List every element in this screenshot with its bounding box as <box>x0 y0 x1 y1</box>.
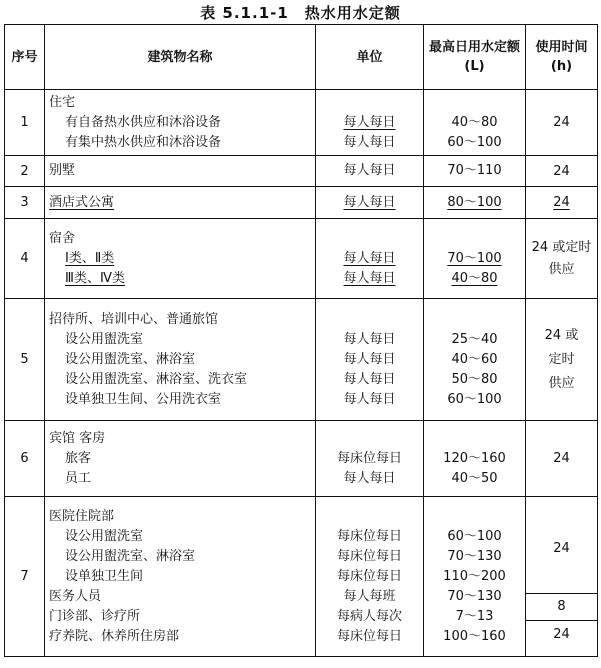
row-unit <box>316 187 424 219</box>
row-item-quota: 60～100 <box>447 391 502 407</box>
row-name <box>45 90 316 156</box>
row-item-unit: 每床位每日 <box>336 628 402 644</box>
row-heading: 住宅 <box>49 94 76 110</box>
row-item-name: 别墅 <box>49 163 76 178</box>
header-name: 建筑物名称 <box>45 25 316 90</box>
table-row <box>5 219 598 299</box>
row-item-quota: 40～60 <box>451 351 498 367</box>
row-item-unit: 每床位每日 <box>336 568 402 584</box>
table-row <box>5 156 598 187</box>
row-item-name: 设公用盥洗室 <box>65 331 144 347</box>
row-item-name: 医务人员 <box>49 588 102 604</box>
row-name <box>45 497 316 657</box>
row-time: 24 或定时供应 <box>526 219 598 299</box>
row-time: 24 <box>526 90 598 156</box>
row-time: 24 <box>526 421 598 497</box>
row-item-name: 设公用盥洗室、淋浴室 <box>65 351 196 367</box>
row-item-unit: 每人每日 <box>343 371 396 387</box>
row-item-unit: 每人每日 <box>343 194 396 210</box>
row-item-name: 酒店式公寓 <box>49 194 115 210</box>
row-quota <box>424 156 526 187</box>
row-item-name: 设公用盥洗室、淋浴室、洗衣室 <box>65 371 248 387</box>
row-unit <box>316 497 424 657</box>
table-row <box>5 421 598 497</box>
header-quota: 最高日用水定额(L) <box>424 25 526 90</box>
row-seq: 5 <box>5 299 45 421</box>
row-item-name: 员工 <box>65 470 92 486</box>
table-row <box>5 90 598 156</box>
row-unit <box>316 421 424 497</box>
row-item-quota: 7～13 <box>455 608 494 624</box>
row-item-name: 设单独卫生间 <box>65 568 144 584</box>
row-item-quota: 70～100 <box>447 250 502 266</box>
row-time-b: 8 <box>526 593 597 620</box>
row-item-unit: 每人每日 <box>343 391 396 407</box>
row-item-unit: 每病人每次 <box>336 608 402 624</box>
row-item-name: Ⅲ类、Ⅳ类 <box>65 270 125 286</box>
row-quota <box>424 421 526 497</box>
row-item-name: 设单独卫生间、公用洗衣室 <box>65 391 222 407</box>
row-heading: 医院住院部 <box>49 508 115 524</box>
row-item-unit: 每人每日 <box>343 134 396 150</box>
row-quota <box>424 299 526 421</box>
row-seq: 6 <box>5 421 45 497</box>
row-item-unit: 每人每日 <box>343 114 396 130</box>
row-item-name: 有自备热水供应和沐浴设备 <box>65 114 222 130</box>
row-quota <box>424 90 526 156</box>
header-seq: 序号 <box>5 25 45 90</box>
row-item-name: 设公用盥洗室 <box>65 528 144 544</box>
row-name <box>45 421 316 497</box>
row-item-name: 有集中热水供应和沐浴设备 <box>65 134 222 150</box>
table-row <box>5 299 598 421</box>
row-item-unit: 每人每日 <box>343 470 396 486</box>
row-item-name: 旅客 <box>65 450 92 466</box>
row-quota <box>424 219 526 299</box>
row-seq: 1 <box>5 90 45 156</box>
row-heading: 宾馆 客房 <box>49 430 106 446</box>
row-item-name: 设公用盥洗室、淋浴室 <box>65 548 196 564</box>
row-item-quota: 60～100 <box>447 528 502 544</box>
row-name <box>45 219 316 299</box>
row-item-unit: 每人每日 <box>343 250 396 266</box>
row-item-unit: 每床位每日 <box>336 548 402 564</box>
row-heading: 宿舍 <box>49 230 76 246</box>
row-item-quota: 70～130 <box>447 548 502 564</box>
row-item-unit: 每人每班 <box>343 588 396 604</box>
row-time <box>526 497 598 657</box>
row-quota <box>424 497 526 657</box>
row-heading: 招待所、培训中心、普通旅馆 <box>49 311 219 327</box>
header-row <box>5 25 598 90</box>
row-item-quota: 110～200 <box>443 568 506 584</box>
row-unit <box>316 299 424 421</box>
row-item-unit: 每人每日 <box>343 163 396 178</box>
row-item-quota: 70～130 <box>447 588 502 604</box>
row-item-unit: 每人每日 <box>343 331 396 347</box>
row-seq: 2 <box>5 156 45 187</box>
row-name <box>45 299 316 421</box>
row-item-name: 门诊部、诊疗所 <box>49 608 141 624</box>
row-time: 24 <box>526 156 598 187</box>
row-item-quota: 100～160 <box>443 628 506 644</box>
row-name <box>45 156 316 187</box>
row-seq: 4 <box>5 219 45 299</box>
row-time-c: 24 <box>526 620 597 649</box>
row-item-quota: 40～50 <box>451 470 498 486</box>
row-item-quota: 40～80 <box>451 114 498 130</box>
row-item-quota: 70～110 <box>447 163 502 178</box>
row-time-main: 24 <box>553 540 570 556</box>
row-time-value: 24 <box>553 195 570 210</box>
table-row <box>5 497 598 657</box>
row-item-quota: 60～100 <box>447 134 502 150</box>
row-unit <box>316 219 424 299</box>
row-item-name: 疗养院、休养所住房部 <box>49 628 180 644</box>
row-item-quota: 120～160 <box>443 450 506 466</box>
row-time: 24 或定时 供应 <box>526 299 598 421</box>
table-title: 表 5.1.1-1 热水用水定额 <box>200 4 401 22</box>
header-time: 使用时间(h) <box>526 25 598 90</box>
row-unit <box>316 156 424 187</box>
table-row <box>5 187 598 219</box>
row-item-unit: 每人每日 <box>343 270 396 286</box>
row-unit <box>316 90 424 156</box>
row-name <box>45 187 316 219</box>
hot-water-quota-table <box>4 24 598 657</box>
row-item-quota: 25～40 <box>451 331 498 347</box>
row-item-unit: 每床位每日 <box>336 450 402 466</box>
row-item-name: Ⅰ类、Ⅱ类 <box>65 250 115 266</box>
row-seq: 3 <box>5 187 45 219</box>
row-seq: 7 <box>5 497 45 657</box>
header-unit: 单位 <box>316 25 424 90</box>
row-item-quota: 80～100 <box>447 194 502 210</box>
row-time <box>526 187 598 219</box>
row-item-unit: 每人每日 <box>343 351 396 367</box>
row-item-quota: 50～80 <box>451 371 498 387</box>
row-item-unit: 每床位每日 <box>336 528 402 544</box>
row-item-quota: 40～80 <box>451 270 498 286</box>
row-quota <box>424 187 526 219</box>
